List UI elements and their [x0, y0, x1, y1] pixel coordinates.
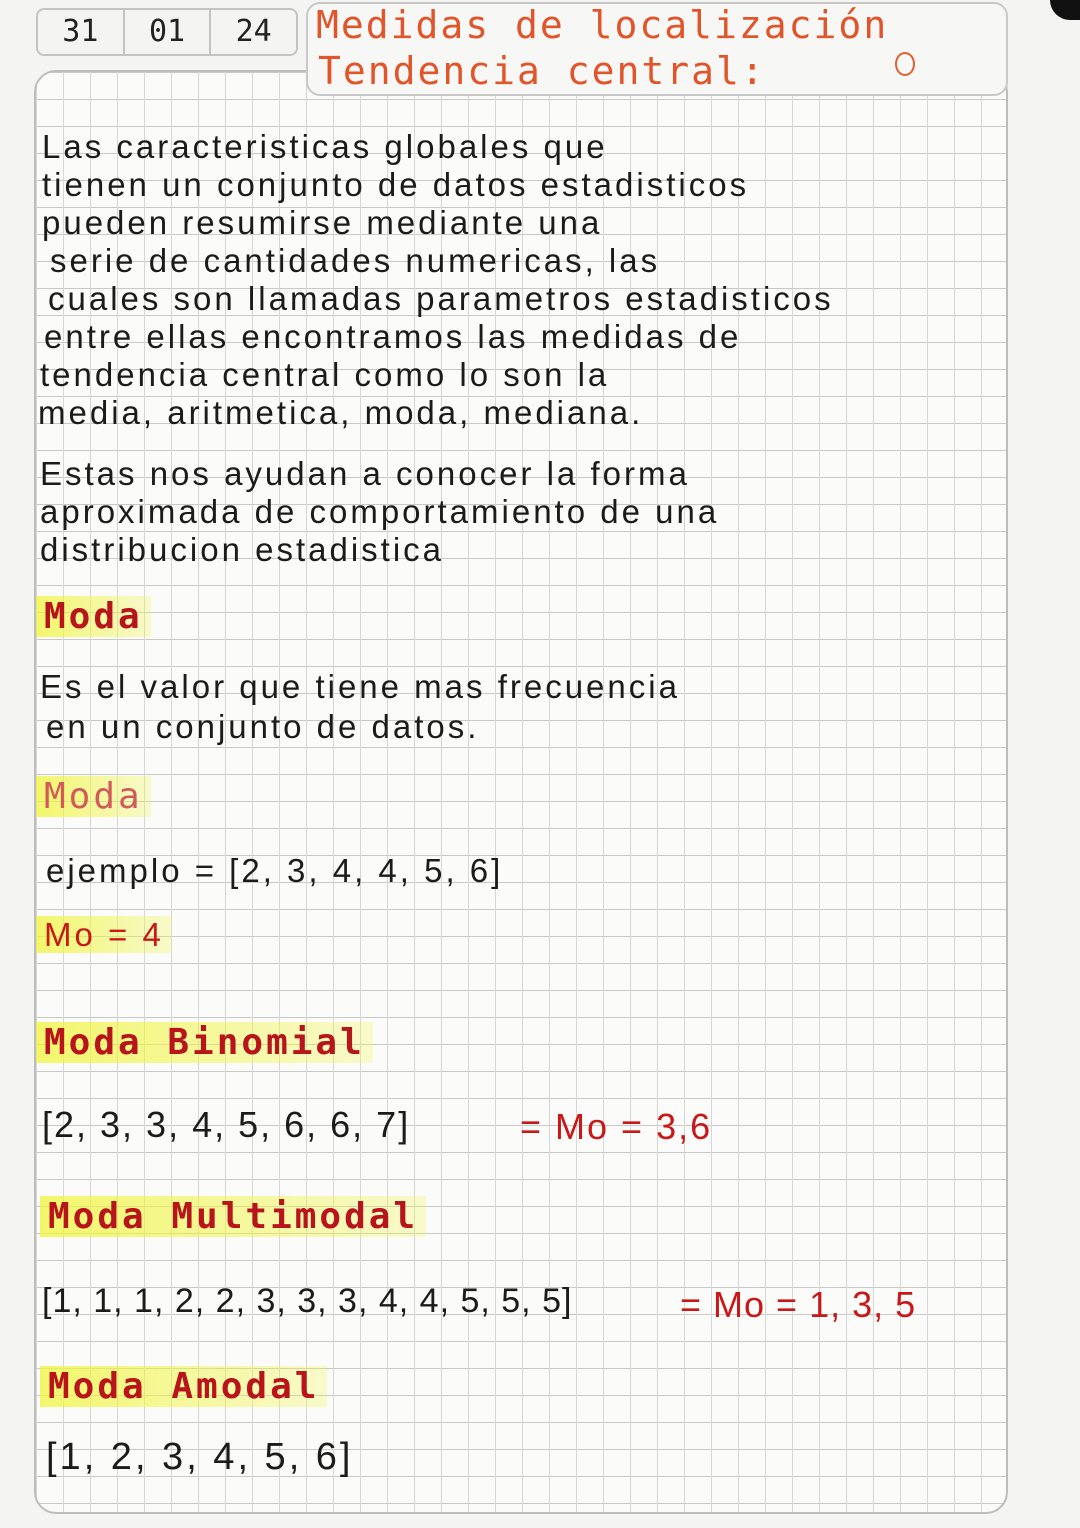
intro-line: media, aritmetica, moda, mediana.	[38, 394, 644, 431]
intro-line: Las caracteristicas globales que	[42, 128, 608, 165]
date-year: 24	[235, 14, 272, 49]
intro-line: serie de cantidades numericas, las	[50, 242, 661, 279]
amodal-heading: Moda Amodal	[40, 1366, 327, 1407]
second-line: aproximada de comportamiento de una	[40, 493, 720, 530]
binomial-result: = Mo = 3,6	[520, 1106, 713, 1147]
second-line: distribucion estadistica	[40, 531, 444, 568]
intro-line: pueden resumirse mediante una	[42, 204, 603, 241]
second-line: Estas nos ayudan a conocer la forma	[40, 455, 690, 492]
moda-subheading: Moda	[36, 776, 151, 817]
binomial-set: [2, 3, 3, 4, 5, 6, 6, 7]	[42, 1104, 411, 1145]
moda-example: ejemplo = [2, 3, 4, 4, 5, 6]	[46, 852, 504, 889]
moda-result: Mo = 4	[36, 916, 172, 953]
intro-line: entre ellas encontramos las medidas de	[44, 318, 742, 355]
page-edge-shadow	[1050, 0, 1080, 20]
intro-line: tendencia central como lo son la	[40, 356, 610, 393]
multimodal-heading: Moda Multimodal	[40, 1196, 426, 1237]
date-day: 31	[38, 10, 125, 54]
circle-doodle-icon	[895, 52, 915, 76]
moda-heading: Moda	[36, 596, 151, 637]
multimodal-result: = Mo = 1, 3, 5	[680, 1284, 917, 1325]
intro-line: tienen un conjunto de datos estadisticos	[42, 166, 750, 203]
date-box	[36, 8, 298, 56]
title-line-2: Tendencia central:	[318, 49, 766, 93]
binomial-heading: Moda Binomial	[36, 1022, 373, 1063]
title-line-1: Medidas de localización	[316, 3, 889, 47]
moda-definition-line: en un conjunto de datos.	[46, 708, 480, 745]
date-month: 01	[125, 10, 212, 54]
multimodal-set: [1, 1, 1, 2, 2, 3, 3, 3, 4, 4, 5, 5, 5]	[42, 1282, 573, 1320]
amodal-set: [1, 2, 3, 4, 5, 6]	[46, 1436, 354, 1478]
intro-line: cuales son llamadas parametros estadisticos	[48, 280, 834, 317]
moda-definition-line: Es el valor que tiene mas frecuencia	[40, 668, 680, 705]
